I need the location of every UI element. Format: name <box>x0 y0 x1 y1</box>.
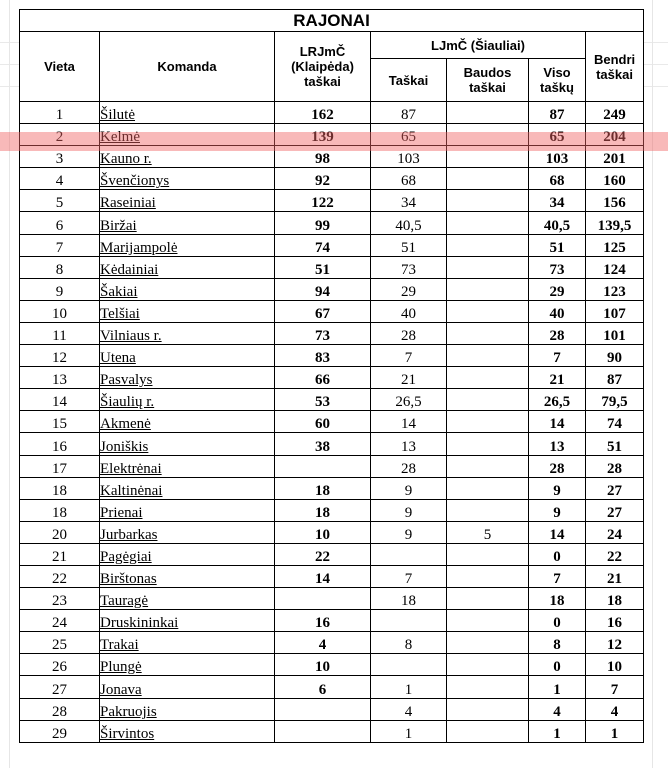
table-row <box>20 168 644 190</box>
team-name: Joniškis <box>100 438 149 455</box>
table-row <box>20 389 644 411</box>
cell-team <box>100 632 275 654</box>
cell-team <box>100 256 275 278</box>
header-overall-label: Bendri taškai <box>593 51 636 82</box>
cell-ljmc-points: 1 <box>371 676 447 698</box>
cell-lrjmc: 122 <box>275 190 371 212</box>
header-ljmc-group: LJmČ (Šiauliai) <box>371 32 586 59</box>
team-name: Elektrėnai <box>100 460 162 477</box>
cell-ljmc-penalty: 5 <box>447 521 529 543</box>
cell-ljmc-points: 7 <box>371 565 447 587</box>
cell-place: 28 <box>20 698 100 720</box>
cell-ljmc-total: 34 <box>529 190 586 212</box>
team-name: Pasvalys <box>100 372 153 389</box>
cell-place: 12 <box>20 345 100 367</box>
cell-ljmc-points: 40 <box>371 300 447 322</box>
cell-team <box>100 168 275 190</box>
header-ljmc-total-label: Viso taškų <box>540 65 574 95</box>
cell-ljmc-total: 9 <box>529 477 586 499</box>
table-row <box>20 367 644 389</box>
cell-ljmc-points: 68 <box>371 168 447 190</box>
cell-overall: 21 <box>586 565 644 587</box>
cell-ljmc-points: 87 <box>371 102 447 124</box>
table-row <box>20 455 644 477</box>
cell-team <box>100 367 275 389</box>
cell-place: 9 <box>20 278 100 300</box>
cell-ljmc-total: 1 <box>529 720 586 742</box>
cell-ljmc-total: 87 <box>529 102 586 124</box>
header-ljmc-penalty-label: Baudos taškai <box>463 65 512 95</box>
cell-ljmc-points: 103 <box>371 146 447 168</box>
cell-ljmc-penalty <box>447 256 529 278</box>
cell-overall: 28 <box>586 455 644 477</box>
cell-lrjmc: 22 <box>275 543 371 565</box>
cell-ljmc-penalty <box>447 588 529 610</box>
cell-team <box>100 676 275 698</box>
cell-place: 8 <box>20 256 100 278</box>
cell-ljmc-total: 4 <box>529 698 586 720</box>
cell-ljmc-points <box>371 654 447 676</box>
cell-ljmc-points: 26,5 <box>371 389 447 411</box>
header-lrjmc-label: LRJmČ (Klaipėda) taškai <box>291 44 354 89</box>
cell-ljmc-total: 65 <box>529 124 586 146</box>
cell-ljmc-points: 9 <box>371 477 447 499</box>
cell-ljmc-total: 18 <box>529 588 586 610</box>
cell-ljmc-points: 28 <box>371 455 447 477</box>
cell-team <box>100 455 275 477</box>
table-row <box>20 411 644 433</box>
cell-lrjmc: 83 <box>275 345 371 367</box>
cell-ljmc-total: 13 <box>529 433 586 455</box>
cell-ljmc-penalty <box>447 455 529 477</box>
header-place: Vieta <box>20 32 100 102</box>
cell-ljmc-points <box>371 610 447 632</box>
cell-team <box>100 521 275 543</box>
cell-place: 23 <box>20 588 100 610</box>
cell-ljmc-points: 65 <box>371 124 447 146</box>
cell-overall: 18 <box>586 588 644 610</box>
cell-ljmc-points: 40,5 <box>371 212 447 234</box>
table-row <box>20 124 644 146</box>
cell-overall: 22 <box>586 543 644 565</box>
cell-ljmc-penalty <box>447 433 529 455</box>
table-row <box>20 102 644 124</box>
team-name: Jurbarkas <box>100 526 158 543</box>
cell-overall: 16 <box>586 610 644 632</box>
cell-overall: 74 <box>586 411 644 433</box>
header-lrjmc <box>275 32 371 102</box>
cell-ljmc-points: 18 <box>371 588 447 610</box>
table-row <box>20 499 644 521</box>
cell-team <box>100 543 275 565</box>
cell-overall: 123 <box>586 278 644 300</box>
cell-lrjmc: 98 <box>275 146 371 168</box>
cell-ljmc-total: 68 <box>529 168 586 190</box>
cell-ljmc-total: 0 <box>529 543 586 565</box>
cell-overall: 124 <box>586 256 644 278</box>
cell-lrjmc <box>275 455 371 477</box>
table-row <box>20 565 644 587</box>
cell-ljmc-points: 28 <box>371 322 447 344</box>
team-name: Plungė <box>100 659 142 676</box>
table-row <box>20 588 644 610</box>
cell-lrjmc: 10 <box>275 521 371 543</box>
cell-lrjmc <box>275 588 371 610</box>
cell-ljmc-points: 8 <box>371 632 447 654</box>
table-row <box>20 300 644 322</box>
cell-team <box>100 300 275 322</box>
header-team: Komanda <box>100 32 275 102</box>
team-name: Šakiai <box>100 283 138 300</box>
team-name: Kaltinėnai <box>100 482 163 499</box>
cell-place: 21 <box>20 543 100 565</box>
cell-lrjmc: 92 <box>275 168 371 190</box>
cell-ljmc-total: 103 <box>529 146 586 168</box>
cell-ljmc-total: 28 <box>529 322 586 344</box>
cell-lrjmc: 73 <box>275 322 371 344</box>
cell-place: 26 <box>20 654 100 676</box>
cell-ljmc-penalty <box>447 212 529 234</box>
team-name: Kėdainiai <box>100 261 159 278</box>
cell-ljmc-total: 73 <box>529 256 586 278</box>
table-row <box>20 278 644 300</box>
team-name: Širvintos <box>100 725 155 742</box>
cell-ljmc-penalty <box>447 367 529 389</box>
cell-overall: 156 <box>586 190 644 212</box>
cell-ljmc-points: 29 <box>371 278 447 300</box>
cell-ljmc-penalty <box>447 610 529 632</box>
cell-place: 22 <box>20 565 100 587</box>
cell-overall: 249 <box>586 102 644 124</box>
cell-team <box>100 499 275 521</box>
team-name: Šiaulių r. <box>100 394 155 411</box>
cell-overall: 125 <box>586 234 644 256</box>
cell-ljmc-penalty <box>447 234 529 256</box>
cell-team <box>100 278 275 300</box>
cell-overall: 24 <box>586 521 644 543</box>
cell-lrjmc: 66 <box>275 367 371 389</box>
cell-place: 3 <box>20 146 100 168</box>
cell-ljmc-penalty <box>447 411 529 433</box>
team-name: Šilutė <box>100 107 136 124</box>
cell-lrjmc: 94 <box>275 278 371 300</box>
table-row <box>20 654 644 676</box>
table-row <box>20 212 644 234</box>
cell-team <box>100 588 275 610</box>
cell-place: 14 <box>20 389 100 411</box>
cell-ljmc-penalty <box>447 389 529 411</box>
cell-overall: 101 <box>586 322 644 344</box>
cell-ljmc-points: 9 <box>371 521 447 543</box>
cell-lrjmc: 67 <box>275 300 371 322</box>
cell-team <box>100 610 275 632</box>
results-table <box>19 9 644 743</box>
cell-lrjmc: 53 <box>275 389 371 411</box>
cell-team <box>100 411 275 433</box>
team-name: Marijampolė <box>100 239 178 256</box>
cell-ljmc-points: 4 <box>371 698 447 720</box>
cell-ljmc-penalty <box>447 322 529 344</box>
cell-ljmc-penalty <box>447 477 529 499</box>
cell-ljmc-total: 8 <box>529 632 586 654</box>
cell-ljmc-penalty <box>447 102 529 124</box>
header-overall <box>586 32 644 102</box>
cell-place: 18 <box>20 477 100 499</box>
team-name: Akmenė <box>100 416 151 433</box>
cell-lrjmc: 99 <box>275 212 371 234</box>
cell-overall: 90 <box>586 345 644 367</box>
cell-ljmc-points: 9 <box>371 499 447 521</box>
cell-place: 29 <box>20 720 100 742</box>
cell-ljmc-total: 14 <box>529 411 586 433</box>
cell-lrjmc: 139 <box>275 124 371 146</box>
cell-ljmc-penalty <box>447 565 529 587</box>
table-row <box>20 433 644 455</box>
table-body <box>20 102 644 743</box>
table-row <box>20 190 644 212</box>
cell-lrjmc: 18 <box>275 477 371 499</box>
team-name: Kelmė <box>100 129 140 146</box>
cell-overall: 87 <box>586 367 644 389</box>
cell-place: 1 <box>20 102 100 124</box>
table-row <box>20 146 644 168</box>
cell-ljmc-penalty <box>447 190 529 212</box>
cell-ljmc-penalty <box>447 654 529 676</box>
cell-ljmc-penalty <box>447 720 529 742</box>
cell-place: 17 <box>20 455 100 477</box>
cell-ljmc-total: 9 <box>529 499 586 521</box>
table-row <box>20 543 644 565</box>
cell-team <box>100 720 275 742</box>
cell-team <box>100 389 275 411</box>
cell-ljmc-points <box>371 543 447 565</box>
cell-place: 20 <box>20 521 100 543</box>
table-row <box>20 234 644 256</box>
cell-lrjmc: 38 <box>275 433 371 455</box>
table-row <box>20 698 644 720</box>
cell-team <box>100 565 275 587</box>
cell-ljmc-penalty <box>447 278 529 300</box>
cell-ljmc-total: 51 <box>529 234 586 256</box>
cell-overall: 160 <box>586 168 644 190</box>
team-name: Birštonas <box>100 571 157 588</box>
cell-ljmc-total: 1 <box>529 676 586 698</box>
cell-ljmc-penalty <box>447 168 529 190</box>
cell-ljmc-points: 73 <box>371 256 447 278</box>
team-name: Telšiai <box>100 305 140 322</box>
cell-lrjmc: 16 <box>275 610 371 632</box>
cell-team <box>100 698 275 720</box>
cell-overall: 51 <box>586 433 644 455</box>
cell-lrjmc: 51 <box>275 256 371 278</box>
cell-ljmc-penalty <box>447 124 529 146</box>
cell-overall: 27 <box>586 499 644 521</box>
cell-ljmc-points: 21 <box>371 367 447 389</box>
team-name: Jonava <box>100 681 142 698</box>
table-row <box>20 632 644 654</box>
cell-overall: 4 <box>586 698 644 720</box>
cell-place: 15 <box>20 411 100 433</box>
cell-team <box>100 102 275 124</box>
cell-ljmc-points: 7 <box>371 345 447 367</box>
cell-overall: 107 <box>586 300 644 322</box>
cell-ljmc-penalty <box>447 499 529 521</box>
cell-ljmc-total: 7 <box>529 565 586 587</box>
team-name: Kauno r. <box>100 151 152 168</box>
cell-team <box>100 124 275 146</box>
table-row <box>20 322 644 344</box>
cell-ljmc-points: 14 <box>371 411 447 433</box>
cell-team <box>100 477 275 499</box>
cell-ljmc-total: 28 <box>529 455 586 477</box>
cell-place: 27 <box>20 676 100 698</box>
team-name: Tauragė <box>100 593 149 610</box>
cell-overall: 139,5 <box>586 212 644 234</box>
cell-overall: 7 <box>586 676 644 698</box>
cell-overall: 204 <box>586 124 644 146</box>
team-name: Prienai <box>100 504 143 521</box>
cell-ljmc-total: 26,5 <box>529 389 586 411</box>
cell-lrjmc: 60 <box>275 411 371 433</box>
cell-team <box>100 654 275 676</box>
cell-place: 2 <box>20 124 100 146</box>
cell-place: 7 <box>20 234 100 256</box>
cell-ljmc-points: 51 <box>371 234 447 256</box>
cell-team <box>100 345 275 367</box>
cell-place: 16 <box>20 433 100 455</box>
cell-ljmc-penalty <box>447 146 529 168</box>
header-ljmc-penalty <box>447 59 529 102</box>
team-name: Trakai <box>100 637 139 654</box>
cell-lrjmc: 4 <box>275 632 371 654</box>
cell-ljmc-total: 29 <box>529 278 586 300</box>
grid-line <box>9 0 10 768</box>
team-name: Druskininkai <box>100 615 179 632</box>
cell-ljmc-total: 40 <box>529 300 586 322</box>
team-name: Utena <box>100 350 136 367</box>
cell-team <box>100 212 275 234</box>
cell-ljmc-total: 7 <box>529 345 586 367</box>
header-ljmc-total <box>529 59 586 102</box>
cell-team <box>100 322 275 344</box>
cell-overall: 201 <box>586 146 644 168</box>
team-name: Vilniaus r. <box>100 328 162 345</box>
cell-lrjmc <box>275 720 371 742</box>
cell-lrjmc: 6 <box>275 676 371 698</box>
cell-ljmc-total: 0 <box>529 610 586 632</box>
cell-place: 4 <box>20 168 100 190</box>
cell-ljmc-total: 21 <box>529 367 586 389</box>
header-ljmc-points: Taškai <box>371 59 447 102</box>
cell-overall: 1 <box>586 720 644 742</box>
team-name: Pakruojis <box>100 703 157 720</box>
team-name: Švenčionys <box>100 173 170 190</box>
cell-ljmc-points: 1 <box>371 720 447 742</box>
cell-place: 25 <box>20 632 100 654</box>
cell-ljmc-penalty <box>447 300 529 322</box>
cell-place: 5 <box>20 190 100 212</box>
cell-place: 18 <box>20 499 100 521</box>
cell-lrjmc <box>275 698 371 720</box>
cell-ljmc-penalty <box>447 698 529 720</box>
cell-lrjmc: 14 <box>275 565 371 587</box>
cell-place: 6 <box>20 212 100 234</box>
cell-team <box>100 190 275 212</box>
cell-overall: 27 <box>586 477 644 499</box>
cell-place: 11 <box>20 322 100 344</box>
cell-lrjmc: 10 <box>275 654 371 676</box>
table-row <box>20 477 644 499</box>
table-row <box>20 521 644 543</box>
team-name: Biržai <box>100 217 137 234</box>
cell-overall: 10 <box>586 654 644 676</box>
table-row <box>20 256 644 278</box>
cell-ljmc-penalty <box>447 632 529 654</box>
cell-lrjmc: 162 <box>275 102 371 124</box>
cell-ljmc-total: 40,5 <box>529 212 586 234</box>
cell-team <box>100 234 275 256</box>
cell-ljmc-penalty <box>447 543 529 565</box>
cell-place: 10 <box>20 300 100 322</box>
cell-ljmc-points: 13 <box>371 433 447 455</box>
table-row <box>20 610 644 632</box>
cell-team <box>100 146 275 168</box>
cell-team <box>100 433 275 455</box>
cell-place: 24 <box>20 610 100 632</box>
team-name: Raseiniai <box>100 195 156 212</box>
cell-ljmc-total: 0 <box>529 654 586 676</box>
cell-ljmc-penalty <box>447 676 529 698</box>
table-row <box>20 720 644 742</box>
cell-ljmc-penalty <box>447 345 529 367</box>
table-row <box>20 676 644 698</box>
grid-line <box>652 0 653 768</box>
cell-lrjmc: 74 <box>275 234 371 256</box>
table-title: RAJONAI <box>20 10 644 32</box>
cell-lrjmc: 18 <box>275 499 371 521</box>
table-row <box>20 345 644 367</box>
cell-place: 13 <box>20 367 100 389</box>
team-name: Pagėgiai <box>100 548 152 565</box>
cell-overall: 12 <box>586 632 644 654</box>
cell-ljmc-total: 14 <box>529 521 586 543</box>
cell-overall: 79,5 <box>586 389 644 411</box>
cell-ljmc-points: 34 <box>371 190 447 212</box>
